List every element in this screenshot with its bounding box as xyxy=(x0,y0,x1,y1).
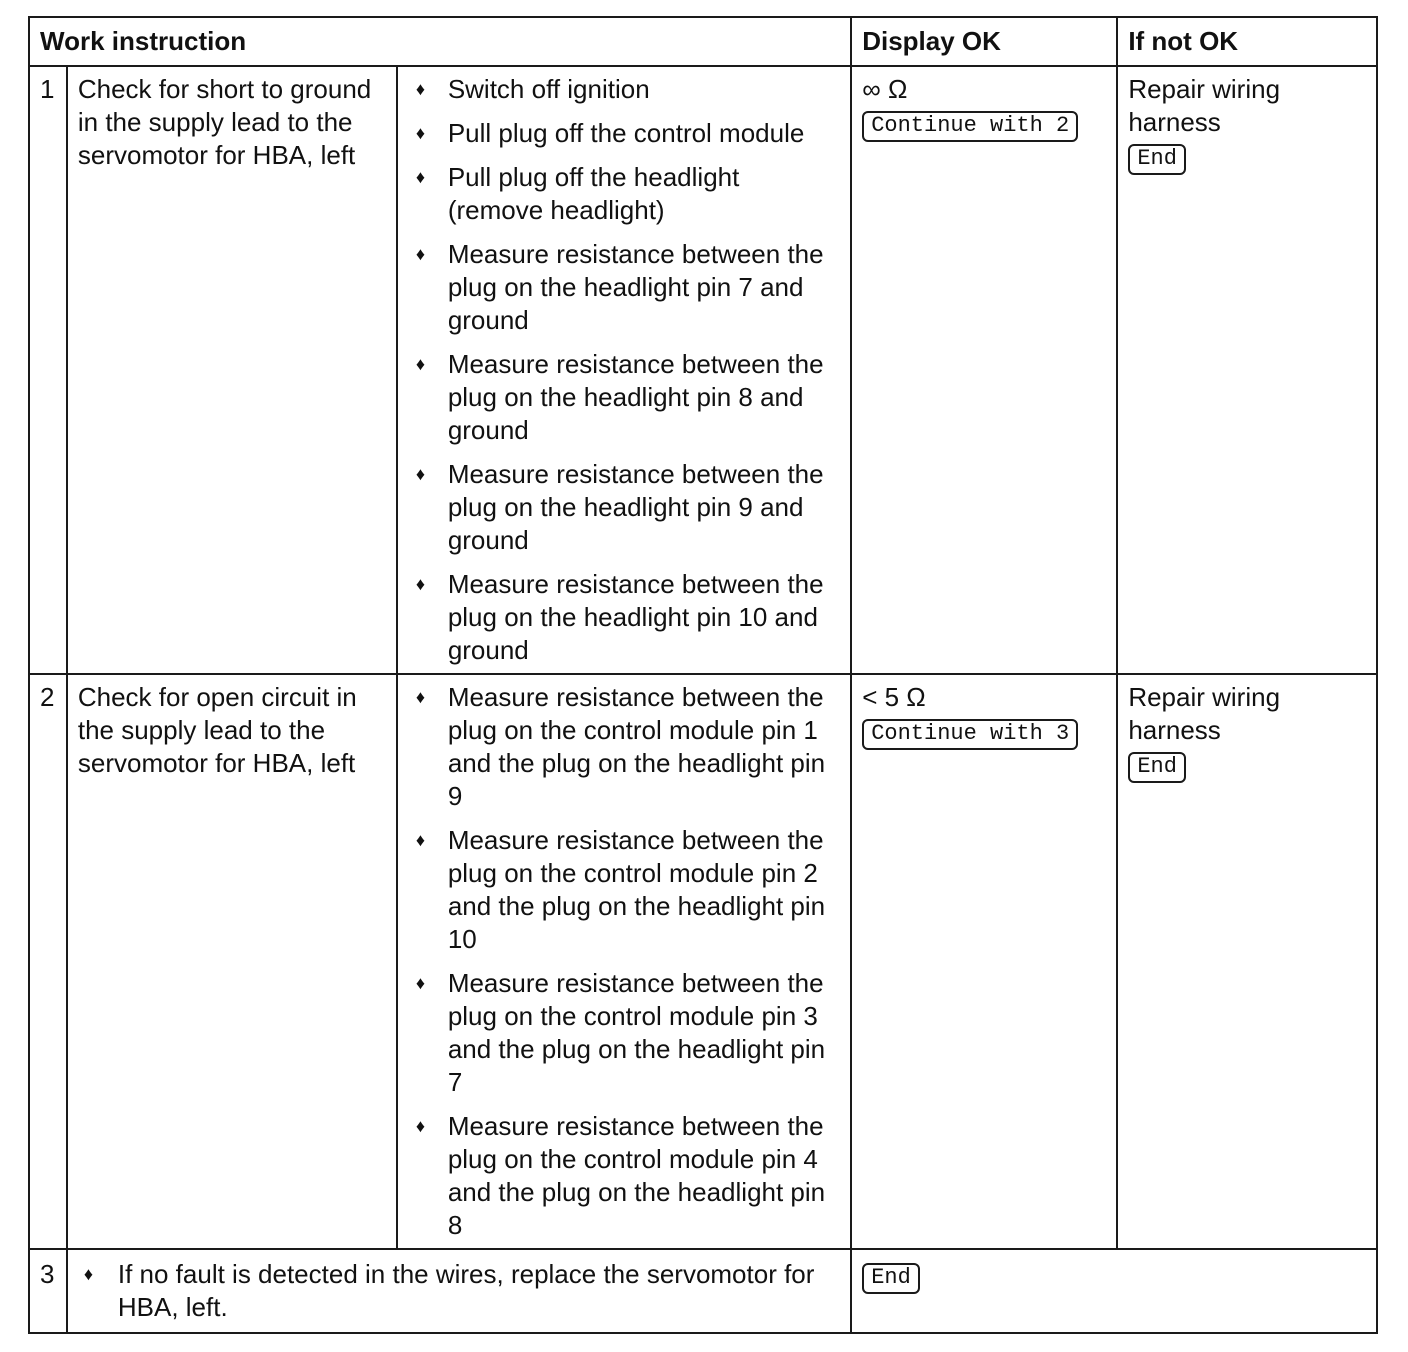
header-row xyxy=(29,17,1377,66)
final-display-cell xyxy=(851,1249,1377,1333)
work-instruction-table xyxy=(28,16,1378,1334)
action-text: Measure resistance between the plug on the control module pin 2 and the plug on the headlight pin 10 xyxy=(447,825,826,954)
step-number: 1 xyxy=(29,66,67,674)
expected-value: < 5 Ω xyxy=(862,682,926,712)
list-item xyxy=(408,967,840,1099)
diamond-bullet-icon: ♦ xyxy=(415,973,425,993)
list-item xyxy=(408,348,840,447)
step-actions xyxy=(397,674,851,1249)
step-description: Check for open circuit in the supply lead to the servomotor for HBA, left xyxy=(67,674,397,1249)
header-display-ok: Display OK xyxy=(851,17,1117,66)
final-instruction-text: If no fault is detected in the wires, replace the servomotor for HBA, left. xyxy=(117,1259,815,1322)
step-number: 3 xyxy=(29,1249,67,1333)
list-item xyxy=(408,681,840,813)
diamond-bullet-icon: ♦ xyxy=(83,1264,94,1284)
list-item xyxy=(408,238,840,337)
header-work-instruction: Work instruction xyxy=(29,17,851,66)
action-text: Measure resistance between the plug on the headlight pin 10 and ground xyxy=(447,569,824,665)
action-text: Measure resistance between the plug on the headlight pin 7 and ground xyxy=(447,239,824,335)
continue-with-2-button[interactable]: Continue with 2 xyxy=(862,111,1078,142)
continue-with-3-button[interactable]: Continue with 3 xyxy=(862,719,1078,750)
header-if-not-ok: If not OK xyxy=(1117,17,1377,66)
if-not-ok-cell xyxy=(1117,674,1377,1249)
expected-value: ∞ Ω xyxy=(862,74,908,104)
diamond-bullet-icon: ♦ xyxy=(415,574,425,594)
diamond-bullet-icon: ♦ xyxy=(415,79,425,99)
if-not-ok-cell xyxy=(1117,66,1377,674)
display-ok-cell xyxy=(851,66,1117,674)
end-button[interactable]: End xyxy=(1128,144,1186,175)
step-description: Check for short to ground in the supply lead to the servomotor for HBA, left xyxy=(67,66,397,674)
final-instruction xyxy=(78,1258,840,1324)
diamond-bullet-icon: ♦ xyxy=(415,1116,425,1136)
diamond-bullet-icon: ♦ xyxy=(415,354,425,374)
action-text: Measure resistance between the plug on the headlight pin 8 and ground xyxy=(447,349,824,445)
action-text: Measure resistance between the plug on the control module pin 3 and the plug on the headlight pin 7 xyxy=(447,968,826,1097)
action-text: Measure resistance between the plug on the control module pin 4 and the plug on the headlight pin 8 xyxy=(447,1111,826,1240)
list-item xyxy=(408,568,840,667)
list-item xyxy=(408,161,840,227)
diamond-bullet-icon: ♦ xyxy=(415,123,425,143)
diamond-bullet-icon: ♦ xyxy=(415,464,425,484)
list-item xyxy=(408,458,840,557)
end-button[interactable]: End xyxy=(862,1263,920,1294)
action-text: Pull plug off the control module xyxy=(447,118,805,148)
step-number: 2 xyxy=(29,674,67,1249)
final-instruction-cell xyxy=(67,1249,851,1333)
remedy-text: Repair wiring harness xyxy=(1128,74,1281,137)
diamond-bullet-icon: ♦ xyxy=(415,830,425,850)
list-item xyxy=(408,117,840,150)
remedy-text: Repair wiring harness xyxy=(1128,682,1281,745)
table-row xyxy=(29,1249,1377,1333)
action-text: Measure resistance between the plug on the headlight pin 9 and ground xyxy=(447,459,824,555)
action-text: Switch off ignition xyxy=(447,74,650,104)
action-text: Pull plug off the headlight (remove headlight) xyxy=(447,162,740,225)
diamond-bullet-icon: ♦ xyxy=(415,167,425,187)
table-row xyxy=(29,674,1377,1249)
step-actions xyxy=(397,66,851,674)
table-row xyxy=(29,66,1377,674)
diamond-bullet-icon: ♦ xyxy=(415,687,425,707)
action-text: Measure resistance between the plug on the control module pin 1 and the plug on the headlight pin 9 xyxy=(447,682,826,811)
diamond-bullet-icon: ♦ xyxy=(415,244,425,264)
list-item xyxy=(408,824,840,956)
list-item xyxy=(408,73,840,106)
list-item xyxy=(408,1110,840,1242)
end-button[interactable]: End xyxy=(1128,752,1186,783)
display-ok-cell xyxy=(851,674,1117,1249)
